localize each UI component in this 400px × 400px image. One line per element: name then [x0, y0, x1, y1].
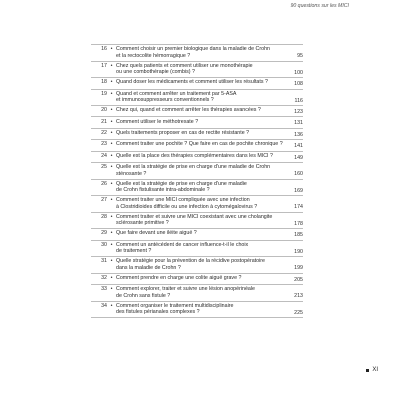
- bullet-icon: •: [110, 118, 113, 125]
- toc-entry[interactable]: [91, 152, 303, 163]
- toc-entry-page: 116: [294, 97, 303, 104]
- toc-entry[interactable]: [91, 78, 303, 89]
- toc-entry-number: 28: [101, 213, 107, 220]
- toc-entry-page: 95: [297, 53, 303, 60]
- bullet-icon: •: [110, 164, 113, 171]
- toc-entry-title: Comment traiter et suivre une MICI coexistant avec une cholangite sclérosante primitive ?: [116, 213, 273, 227]
- toc-entry-number: 18: [101, 79, 107, 86]
- toc-entry-number: 26: [101, 180, 107, 187]
- toc-entry-number: 20: [101, 107, 107, 114]
- toc-entry-number: 21: [101, 118, 107, 125]
- toc-entry-page: 185: [294, 232, 303, 239]
- toc-entry[interactable]: [91, 163, 303, 180]
- bullet-icon: •: [110, 141, 113, 148]
- bullet-icon: •: [110, 62, 113, 69]
- running-head: 90 questions sur les MICI: [290, 3, 349, 9]
- bullet-icon: •: [110, 258, 113, 265]
- toc-entry-page: 136: [294, 131, 303, 138]
- toc-entry-number: 33: [101, 286, 107, 293]
- bullet-icon: •: [110, 302, 113, 309]
- toc-entry-page: 108: [294, 81, 303, 88]
- toc-entry[interactable]: [91, 90, 303, 107]
- toc-entry-title: Quelle est la stratégie de prise en charge d'une maladie de Crohn fistulisante intra-abdominale ?: [116, 180, 247, 194]
- toc-entry-title: Que faire devant une iléite aiguë ?: [116, 230, 197, 237]
- table-of-contents: [91, 44, 303, 318]
- bullet-icon: •: [110, 107, 113, 114]
- toc-entry-page: 149: [294, 154, 303, 161]
- bullet-icon: •: [110, 286, 113, 293]
- toc-entry[interactable]: [91, 229, 303, 240]
- toc-entry-page: 141: [294, 143, 303, 150]
- folio-number: XI: [372, 367, 378, 373]
- toc-entry-title: Quand et comment arrêter un traitement par 5-ASA et immunosuppresseurs conventionnels ?: [116, 90, 237, 104]
- toc-entry[interactable]: [91, 213, 303, 230]
- toc-entry[interactable]: [91, 106, 303, 117]
- toc-entry-number: 29: [101, 230, 107, 237]
- toc-entry-page: 174: [294, 204, 303, 211]
- toc-entry-page: 160: [294, 171, 303, 178]
- toc-entry-number: 23: [101, 141, 107, 148]
- toc-entry-page: 131: [294, 120, 303, 127]
- toc-entry[interactable]: [91, 302, 303, 319]
- bullet-icon: •: [110, 90, 113, 97]
- toc-entry[interactable]: [91, 45, 303, 62]
- toc-entry-title: Comment utiliser le méthotrexate ?: [116, 118, 199, 125]
- toc-entry[interactable]: [91, 257, 303, 274]
- toc-entry-title: Chez quels patients et comment utiliser une monothérapie ou une combothérapie (combis) ?: [116, 62, 253, 76]
- bullet-icon: •: [110, 130, 113, 137]
- bullet-icon: •: [110, 213, 113, 220]
- toc-entry[interactable]: [91, 117, 303, 128]
- toc-entry[interactable]: [91, 62, 303, 79]
- toc-entry-title: Comment traiter une pochite ? Que faire en cas de pochite chronique ?: [116, 141, 283, 148]
- toc-entry-number: 31: [101, 258, 107, 265]
- bullet-icon: •: [110, 79, 113, 86]
- toc-entry-page: 213: [294, 293, 303, 300]
- toc-entry-title: Comment choisir un premier biologique dans la maladie de Crohn et la rectocolite hémorragique ?: [116, 46, 270, 59]
- bullet-icon: •: [110, 180, 113, 187]
- toc-entry-title: Quelle est la place des thérapies complémentaires dans les MICI ?: [116, 152, 273, 159]
- bullet-icon: •: [110, 241, 113, 248]
- bullet-icon: •: [110, 275, 113, 282]
- toc-entry-page: 190: [294, 248, 303, 255]
- toc-entry-title: Quelle est la stratégie de prise en charge d'une maladie de Crohn sténosante ?: [116, 164, 271, 177]
- toc-entry-title: Chez qui, quand et comment arrêter les thérapies avancées ?: [116, 107, 261, 114]
- toc-entry-page: 225: [294, 309, 303, 316]
- toc-entry-page: 178: [294, 220, 303, 227]
- toc-entry-title: Quelle stratégie pour la prévention de la récidive postopératoire dans la maladie de Crohn ?: [116, 258, 265, 271]
- folio-marker-icon: [366, 369, 369, 372]
- toc-entry-number: 17: [101, 62, 107, 69]
- toc-entry-title: Comment organiser le traitement multidisciplinaire des fistules périanales complexes ?: [116, 302, 234, 316]
- bullet-icon: •: [110, 230, 113, 237]
- page-folio: [366, 367, 378, 373]
- toc-entry[interactable]: [91, 285, 303, 302]
- toc-entry-number: 22: [101, 130, 107, 137]
- toc-entry[interactable]: [91, 180, 303, 197]
- toc-entry-number: 27: [101, 197, 107, 204]
- toc-entry-title: Comment un antécédent de cancer influence-t-il le choix de traitement ?: [116, 241, 249, 255]
- bullet-icon: •: [110, 197, 113, 204]
- toc-entry-page: 100: [294, 69, 303, 76]
- toc-entry[interactable]: [91, 241, 303, 258]
- toc-entry-number: 24: [101, 152, 107, 159]
- toc-entry[interactable]: [91, 140, 303, 151]
- bullet-icon: •: [110, 152, 113, 159]
- toc-entry[interactable]: [91, 196, 303, 213]
- toc-entry-number: 34: [101, 302, 107, 309]
- toc-entry-title: Comment explorer, traiter et suivre une lésion anopérinéale de Crohn sans fistule ?: [116, 286, 255, 299]
- toc-entry[interactable]: [91, 274, 303, 285]
- bullet-icon: •: [110, 46, 113, 53]
- toc-entry-number: 16: [101, 46, 107, 53]
- toc-entry-number: 32: [101, 275, 107, 282]
- toc-entry-title: Quels traitements proposer en cas de rectite résistante ?: [116, 130, 250, 137]
- toc-entry-title: Quand doser les médicaments et comment utiliser les résultats ?: [116, 79, 268, 86]
- toc-entry-page: 205: [294, 276, 303, 283]
- toc-entry-title: Comment prendre en charge une colite aiguë grave ?: [116, 275, 242, 282]
- toc-entry[interactable]: [91, 129, 303, 140]
- toc-entry-page: 169: [294, 187, 303, 194]
- toc-entry-page: 199: [294, 265, 303, 272]
- toc-entry-title: Comment traiter une MICI compliquée avec une infection à Clostridioides difficile ou une infection à cytomégalovirus ?: [116, 197, 258, 210]
- toc-entry-number: 25: [101, 164, 107, 171]
- toc-entry-page: 123: [294, 109, 303, 116]
- toc-entry-number: 30: [101, 241, 107, 248]
- toc-entry-number: 19: [101, 90, 107, 97]
